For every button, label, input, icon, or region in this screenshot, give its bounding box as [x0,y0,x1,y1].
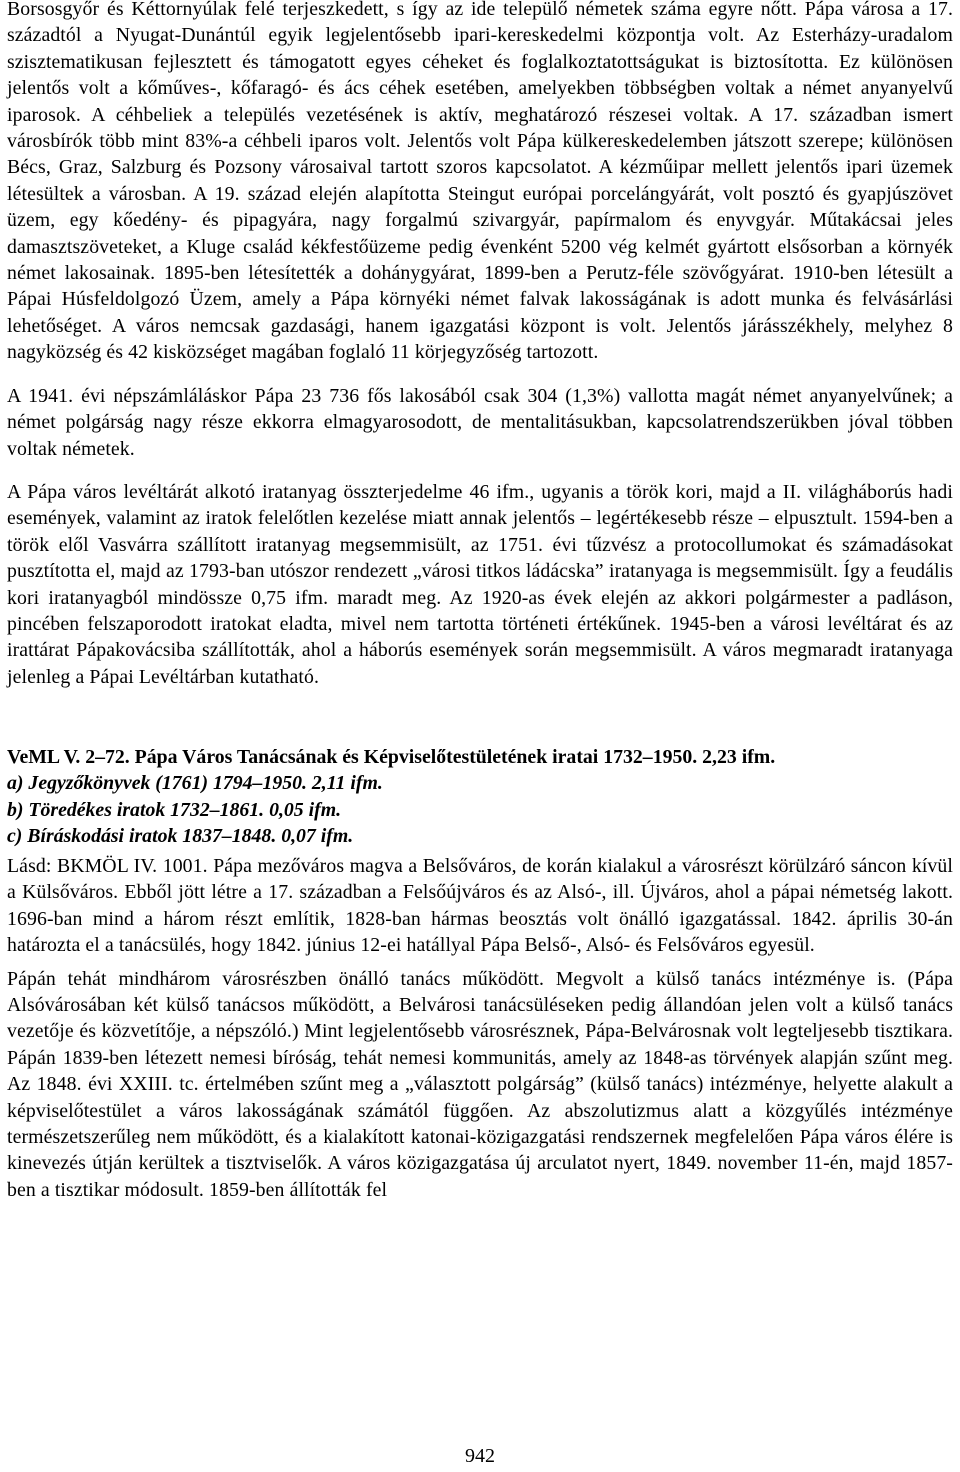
record-subseries-a: a) Jegyzőkönyvek (1761) 1794–1950. 2,11 ifm. [7,772,383,795]
paragraph-city-history: Borsosgyőr és Kéttornyúlak felé terjeszkedett, s így az ide települő németek száma egyre nőtt. Pápa városa a 17. századtól a Nyugat-Dunántúl egyik legjelentősebb ipari-kereskedelmi központja volt. Az Esterházy-uradalom szisztematikusan fejlesztett és támogatott egyes céheket és foglalkoztatottságukat is biztosította. Ez különösen jelentős volt a kőműves-, kőfaragó- és ács céhek esetében, amelyekben többségben voltak a német anyanyelvű iparosok. A céhbeliek a település vezetésének is aktív, meghatározó részesei voltak. A 17. században ismert városbírók több mint 83%-a céhbeli iparos volt. Jelentős volt Pápa külkereskedelemben játszott szerepe; különösen Bécs, Graz, Salzburg és Pozsony városaival tartott szoros kapcsolatot. A kézműipar mellett jelentős ipari üzemek létesültek a városban. A 19. század elején alapította Steingut európai porcelángyárát, volt posztó és gyapjúszövet üzem, egy kőedény- és pipagyára, nagy forgalmú szivargyár, papírmalom és enyvgyár. Műtakácsai jeles damasztszöveteket, a Kluge család kékfestőüzeme pedig évenként 5200 vég kelmét gyártott elsősorban a környék német lakosainak. 1895-ben létesítették a dohánygyárat, 1899-ben a Perutz-féle szövőgyárat. 1910-ben létesült a Pápai Húsfeldolgozó Üzem, amely a Pápa környéki német falvak lakosságának is adott munka és felvásárlási lehetőséget. A város nemcsak gazdasági, hanem igazgatási központ is volt. Jelentős járásszékhely, melyhez 8 nagyközség és 42 kisközséget magában foglaló 11 körjegyzőség tartozott. [7,0,953,364]
record-title: VeML V. 2–72. Pápa Város Tanácsának és Képviselőtestületének iratai 1732–1950. 2,23 ifm. [7,746,776,769]
paragraph-city-districts: Lásd: BKMÖL IV. 1001. Pápa mezőváros magva a Belsőváros, de korán kialakul a városrészt körülzáró sáncon kívül a Külsőváros. Ebből jött létre a 17. században a Felsőújváros és az Alsó-, ill. Újváros, ahol a pápai németség lakott. 1696-ban mind a három részt említik, 1828-ban hármas beosztás volt önálló igazgatással. 1842. április 30-án határozta el a tanácsülés, hogy 1842. június 12-ei hatállyal Pápa Belső-, Alsó- és Felsőváros egyesül. [7,854,953,957]
record-subseries-b: b) Töredékes iratok 1732–1861. 0,05 ifm. [7,798,342,821]
paragraph-council-history: Pápán tehát mindhárom városrészben önálló tanács működött. Megvolt a külső tanács intézménye is. (Pápa Alsóvárosában két külső tanácsos működött, a Belvárosi tanácsüléseken pedig állandóan jelen volt a külső tanács vezetője és közvetítője, a népszóló.) Mint legjelentősebb városrésznek, Pápa-Belvárosnak volt legteljesebb tisztikara. Pápán 1839-ben létezett nemesi bíróság, tehát nemesi kommunitás, amely az 1848-as törvények alapján szűnt meg. Az 1848. évi XXIII. tc. értelmében szűnt meg a „választott polgárság” (külső tanács) intézménye, helyette alakult a képviselőtestület a város lakosságának számától függően. Az abszolutizmus alatt a közgyűlés intézménye természetszerűleg nem működött, és a kialakított katonai-közigazgatási rendszernek megfelelően Pápa város élére is kinevezés útján kerültek a tisztviselők. A város közigazgatása új arculatot nyert, 1849. november 11-én, majd 1857-ben a tisztikar módosult. 1859-ben állították fel [7,967,953,1201]
paragraph-archive-history: A Pápa város levéltárát alkotó iratanyag összterjedelme 46 ifm., ugyanis a török kori, majd a II. világháborús hadi események, valamint az iratok felelőtlen kezelése miatt annak jelentős – legértékesebb része – elpusztult. 1594-ben a török elől Vasvárra szállított iratanyag megsemmisült, az 1751. évi tűzvész a protocollumokat és számadásokat pusztította el, majd az 1793-ban utószor rendezett „városi titkos ládácska” iratanyaga is megsemmisült. Így a feudális kori iratanyagból mindössze 0,75 ifm. maradt meg. Az 1920-as évek elején az akkori polgármester a padláson, pincében felszaporodott iratokat eladta, mivel nem tartotta történeti értékűnek. 1945-ben a városi levéltárat és az irattárat Pápakovácsiba szállították, ahol a háborús események során megsemmisült. A város megmaradt iratanyaga jelenleg a Pápai Levéltárban kutatható. [7,480,953,688]
record-subseries-c: c) Bíráskodási iratok 1837–1848. 0,07 ifm. [7,824,354,847]
page-number: 942 [465,1445,495,1467]
record-heading-block [7,744,953,849]
paragraph-census-1941: A 1941. évi népszámláláskor Pápa 23 736 fős lakosából csak 304 (1,3%) vallotta magát német anyanyelvűnek; a német polgárság nagy része ekkorra elmagyarosodott, de mentalitásukban, kapcsolatrendszerükben jóval többen voltak németek. [7,384,953,460]
